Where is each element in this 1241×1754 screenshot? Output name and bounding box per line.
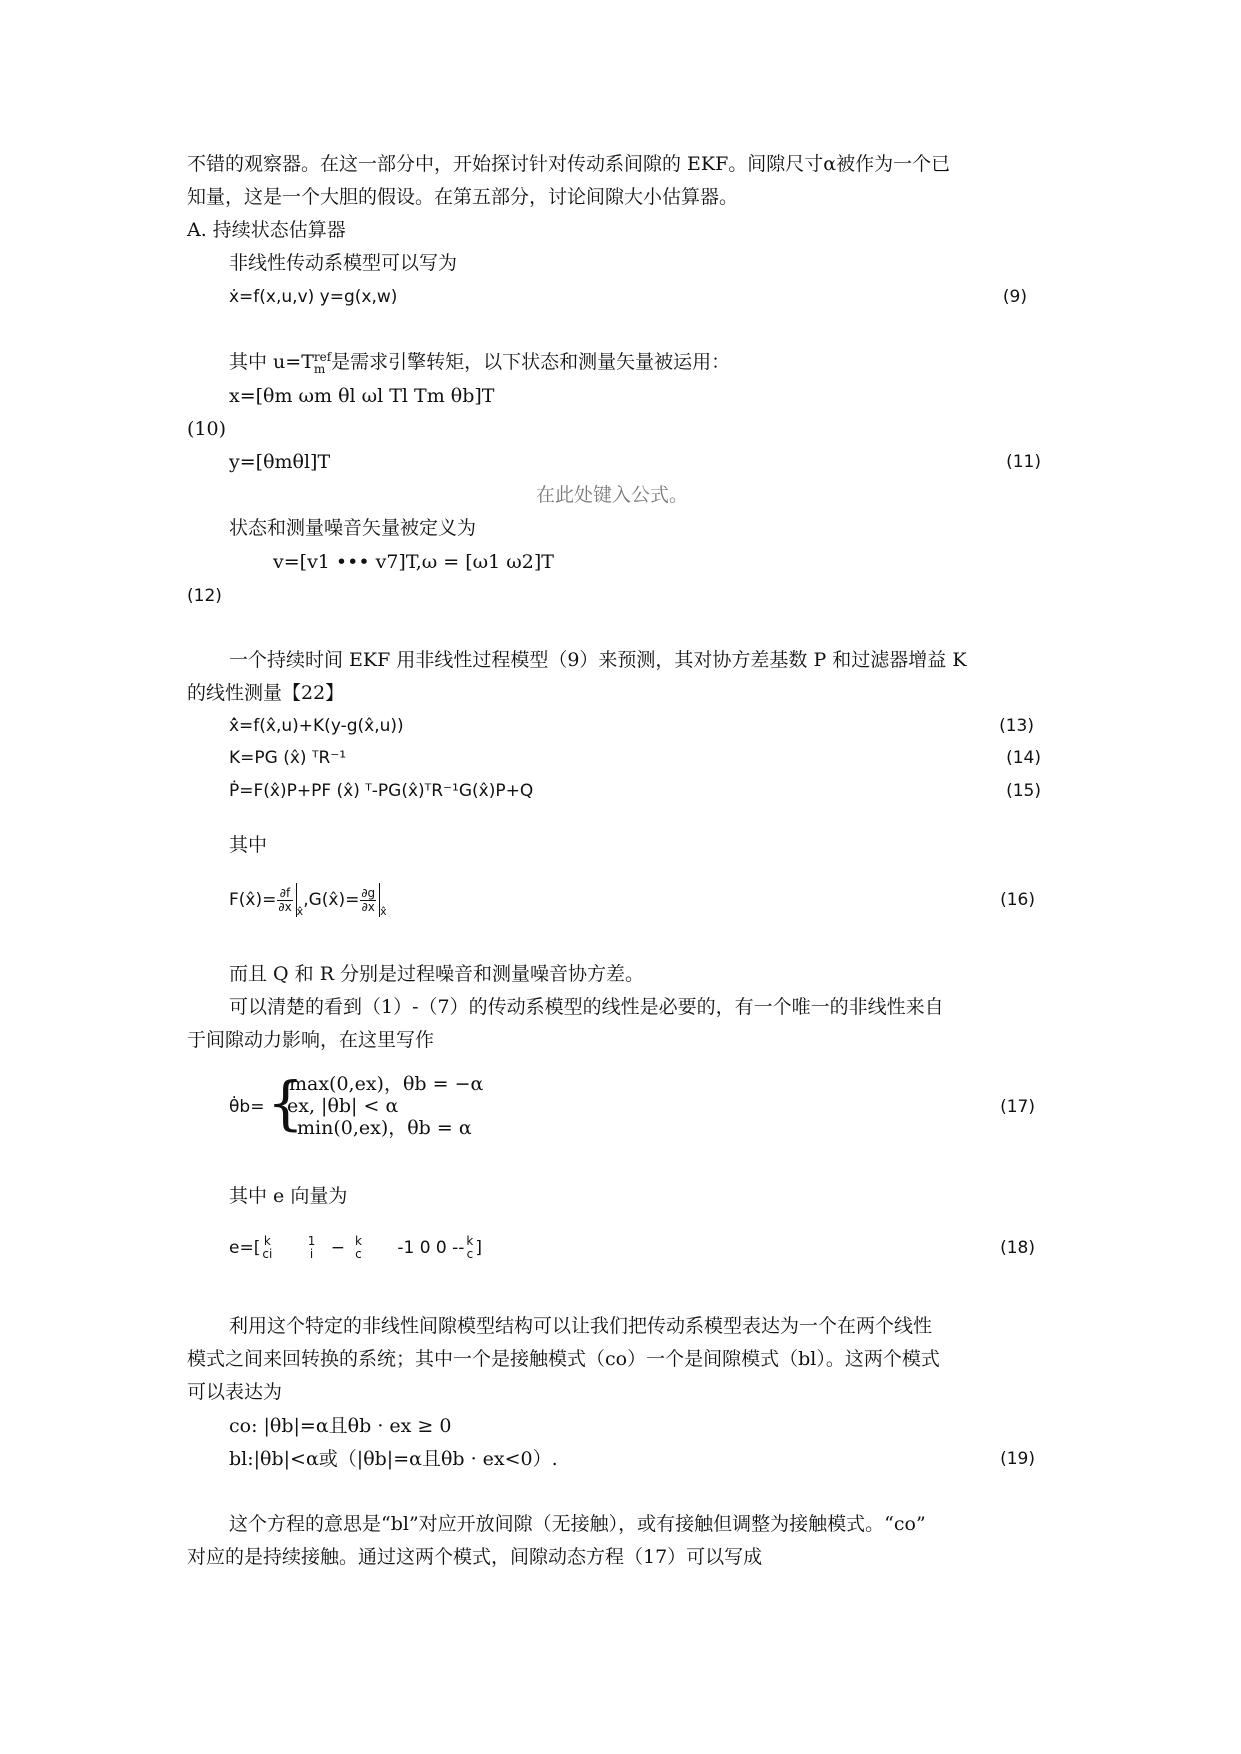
equation-14-body: K=PG (x̂) ᵀR⁻¹ (229, 748, 347, 768)
equation-9 (229, 284, 1029, 310)
equation-number-18: (18) (1000, 1238, 1035, 1258)
equation-18-i: i (309, 1247, 314, 1261)
equation-19-bl: bl:|θb|<α或（|θb|=α且θb · ex<0）. (229, 1448, 558, 1470)
equation-number-15: (15) (1006, 781, 1041, 801)
equation-18-frac-k-c-2 (465, 1235, 474, 1261)
equation-18 (229, 1228, 1035, 1272)
equation-17-brace: { (267, 1069, 304, 1137)
equation-12: v=[v1 ••• v7]T,ω = [ω1 ω2]T (273, 551, 554, 573)
u-definition (229, 349, 730, 375)
final-line-1: 这个方程的意思是“bl”对应开放间隙（无接触），或有接触但调整为接触模式。“co” (229, 1513, 926, 1535)
equation-number-17: (17) (1000, 1097, 1035, 1117)
equation-18-frac-k-ci (261, 1235, 273, 1261)
equation-15 (229, 778, 1041, 804)
modes-line-1: 利用这个特定的非线性间隙模型结构可以让我们把传动系模型表达为一个在两个线性 (229, 1315, 933, 1337)
modes-line-2: 模式之间来回转换的系统；其中一个是接触模式（co）一个是间隙模式（bl）。这两个模式 (187, 1348, 940, 1370)
final-line-2: 对应的是持续接触。通过这两个模式，间隙动态方程（17）可以写成 (187, 1546, 763, 1568)
equation-number-11: (11) (1006, 452, 1041, 472)
equation-18-frac-1-i (307, 1235, 317, 1261)
u-subscript: m (313, 362, 326, 376)
equation-18-c3: c (466, 1247, 474, 1261)
intro-line-2: 知量，这是一个大胆的假设。在第五部分，讨论间隙大小估算器。 (187, 186, 739, 208)
where-text: 其中 (229, 834, 268, 856)
equation-11 (229, 449, 1041, 475)
equation-number-12: (12) (187, 586, 222, 606)
equation-18-frac-k-c (354, 1235, 363, 1261)
equation-10: x=[θm ωm θl ωl Tl Tm θb]T (229, 385, 495, 407)
model-intro: 非线性传动系模型可以写为 (229, 252, 458, 274)
equation-17-case-2: ex, |θb| < α (287, 1095, 399, 1117)
u-superscript: ref (313, 350, 332, 364)
e-vector-intro: 其中 e 向量为 (229, 1185, 348, 1207)
equation-13-body: x̂̇=f(x̂,u)+K(y-g(x̂,u)) (229, 716, 404, 736)
equation-13 (229, 713, 1034, 739)
equation-17-lhs: θ̇b= (229, 1097, 265, 1117)
equation-11-body: y=[θmθl]T (229, 451, 331, 473)
u-definition-start: 其中 u=T (229, 351, 314, 373)
qr-paragraph: 而且 Q 和 R 分别是过程噪音和测量噪音协方差。 (229, 963, 645, 985)
equation-number-9: (9) (1002, 287, 1027, 307)
equation-number-16: (16) (1000, 890, 1035, 910)
equation-16-f-num: ∂f (277, 887, 292, 901)
equation-18-c2: c (355, 1247, 362, 1261)
equation-16-f-fraction (277, 887, 292, 914)
linear-line-2: 于间隙动力影响，在这里写作 (187, 1029, 435, 1051)
section-heading: A. 持续状态估算器 (187, 219, 346, 241)
equation-18-end: ] (475, 1238, 482, 1258)
equation-16 (229, 880, 1035, 924)
equation-18-one: 1 (307, 1234, 316, 1248)
ekf-line-1: 一个持续时间 EKF 用非线性过程模型（9）来预测，其对协方差基数 P 和过滤器增益 K (229, 649, 967, 671)
u-definition-rest: 是需求引擎转矩，以下状态和测量矢量被运用： (331, 351, 731, 373)
equation-16-eval-point-1: x̂ (296, 905, 304, 918)
equation-number-10: (10) (187, 418, 227, 440)
equation-number-19: (19) (1000, 1449, 1035, 1469)
equation-18-k2: k (354, 1234, 362, 1248)
u-definition-scripts (314, 351, 331, 375)
noise-intro: 状态和测量噪音矢量被定义为 (229, 517, 477, 539)
equation-19-co: co: |θb|=α且θb · ex ≥ 0 (229, 1415, 452, 1437)
equation-18-k1: k (263, 1234, 271, 1248)
equation-18-ci: ci (262, 1247, 273, 1261)
equation-18-values: -1 0 0 -- (397, 1238, 465, 1258)
equation-17-case-3: min(0,ex)，θb = α (297, 1117, 472, 1139)
equation-number-14: (14) (1006, 748, 1041, 768)
equation-16-eval-point-2: x̂ (380, 905, 387, 918)
linear-line-1: 可以清楚的看到（1）-（7）的传动系模型的线性是必要的，有一个唯一的非线性来自 (229, 996, 944, 1018)
equation-17 (229, 1069, 1035, 1142)
equation-18-minus: − (330, 1238, 345, 1258)
equation-number-13: (13) (999, 716, 1034, 736)
equation-16-g-den: ∂x (361, 899, 375, 914)
equation-17-case-1: max(0,ex)，θb = −α (289, 1073, 484, 1095)
intro-line-1: 不错的观察器。在这一部分中，开始探讨针对传动系间隙的 EKF。间隙尺寸α被作为一个已 (187, 153, 951, 175)
equation-18-k3: k (466, 1234, 474, 1248)
modes-line-3: 可以表达为 (187, 1381, 283, 1403)
equation-18-lhs: e=[ (229, 1238, 261, 1258)
equation-16-g-num: ∂g (361, 885, 376, 900)
equation-16-g-label: ,G(x̂)= (303, 890, 360, 910)
equation-14 (229, 745, 1041, 771)
equation-19 (229, 1446, 1035, 1472)
equation-15-body: Ṗ=F(x̂)P+PF (x̂) ᵀ-PG(x̂)ᵀR⁻¹G(x̂)P+Q (229, 781, 534, 801)
equation-16-f-label: F(x̂)= (229, 890, 277, 910)
equation-9-body: ẋ=f(x,u,v) y=g(x,w) (229, 287, 398, 307)
ekf-line-2: 的线性测量【22】 (187, 682, 345, 704)
formula-placeholder[interactable]: 在此处键入公式。 (536, 484, 689, 506)
equation-16-f-den: ∂x (278, 899, 292, 914)
equation-16-g-fraction (360, 887, 376, 914)
